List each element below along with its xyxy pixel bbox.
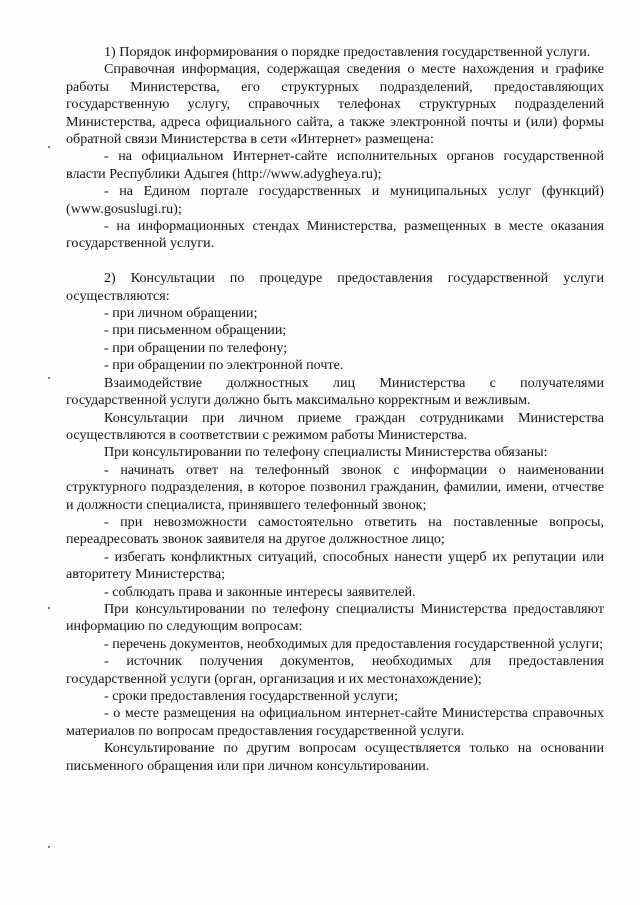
document-paragraph: - о месте размещения на официальном интернет-сайте Министерства справочных материалов по вопросам предоставления государственной услуги.	[66, 705, 604, 739]
document-body	[66, 44, 604, 775]
document-paragraph: - при обращении по электронной почте.	[104, 357, 344, 374]
document-paragraph: Взаимодействие должностных лиц Министерства с получателями государственной услуги должно быть максимально корректным и вежливым.	[66, 374, 604, 409]
document-paragraph: - при невозможности самостоятельно ответить на поставленные вопросы, переадресовать звонок заявителя на другое должностное лицо;	[66, 513, 604, 548]
document-paragraph: - на официальном Интернет-сайте исполнительных органов государственной власти Республики Адыгея (http://www.adygheya.ru);	[66, 148, 604, 182]
scan-speck	[48, 146, 50, 148]
document-paragraph: - избегать конфликтных ситуаций, способных нанести ущерб их репутации или авторитету Министерства;	[66, 548, 604, 583]
document-paragraph: - при обращении по телефону;	[104, 339, 288, 356]
scan-speck	[48, 377, 50, 379]
document-paragraph: Консультации при личном приеме граждан сотрудниками Министерства осуществляются в соответствии с режимом работы Министерства.	[66, 409, 604, 443]
document-paragraph: - при письменном обращении;	[104, 322, 287, 339]
document-paragraph: - на Едином портале государственных и муниципальных услуг (функций) (www.gosuslugi.ru);	[66, 183, 604, 217]
document-paragraph: При консультировании по телефону специалисты Министерства обязаны:	[104, 444, 548, 461]
document-paragraph: Справочная информация, содержащая сведения о месте нахождения и графике работы Министерства, его структурных подразделений, предоставляющих государственную услугу, справочных телефонах структурных подразделений Министерства, адреса официального сайта, а также электронной почты и (или) формы обратной связи Министерства в сети «Интернет» размещена:	[66, 61, 604, 148]
document-paragraph: - перечень документов, необходимых для предоставления государственной услуги;	[104, 635, 603, 652]
scan-speck	[48, 846, 50, 848]
document-paragraph: - при личном обращении;	[104, 305, 258, 322]
document-paragraph: - соблюдать права и законные интересы заявителей.	[104, 583, 416, 600]
document-paragraph: Консультирование по другим вопросам осуществляется только на основании письменного обращения или при личном консультировании.	[66, 740, 604, 774]
document-paragraph: - начинать ответ на телефонный звонок с информации о наименовании структурного подразделения, в которое позвонил гражданин, фамилии, имени, отчестве и должности специалиста, принявшего телефонный звонок;	[66, 461, 604, 513]
scan-speck	[48, 607, 50, 609]
document-paragraph: 1) Порядок информирования о порядке предоставления государственной услуги.	[104, 44, 591, 60]
document-paragraph: - на информационных стендах Министерства, размещенных в месте оказания государственной услуги.	[66, 218, 604, 252]
document-paragraph: 2) Консультации по процедуре предоставления государственной услуги осуществляются:	[66, 270, 604, 304]
document-paragraph: - сроки предоставления государственной услуги;	[104, 688, 398, 705]
document-paragraph: При консультировании по телефону специалисты Министерства предоставляют информацию по следующим вопросам:	[66, 600, 604, 635]
document-paragraph: - источник получения документов, необходимых для предоставления государственной услуги (орган, организация и их местонахождение);	[66, 653, 604, 687]
